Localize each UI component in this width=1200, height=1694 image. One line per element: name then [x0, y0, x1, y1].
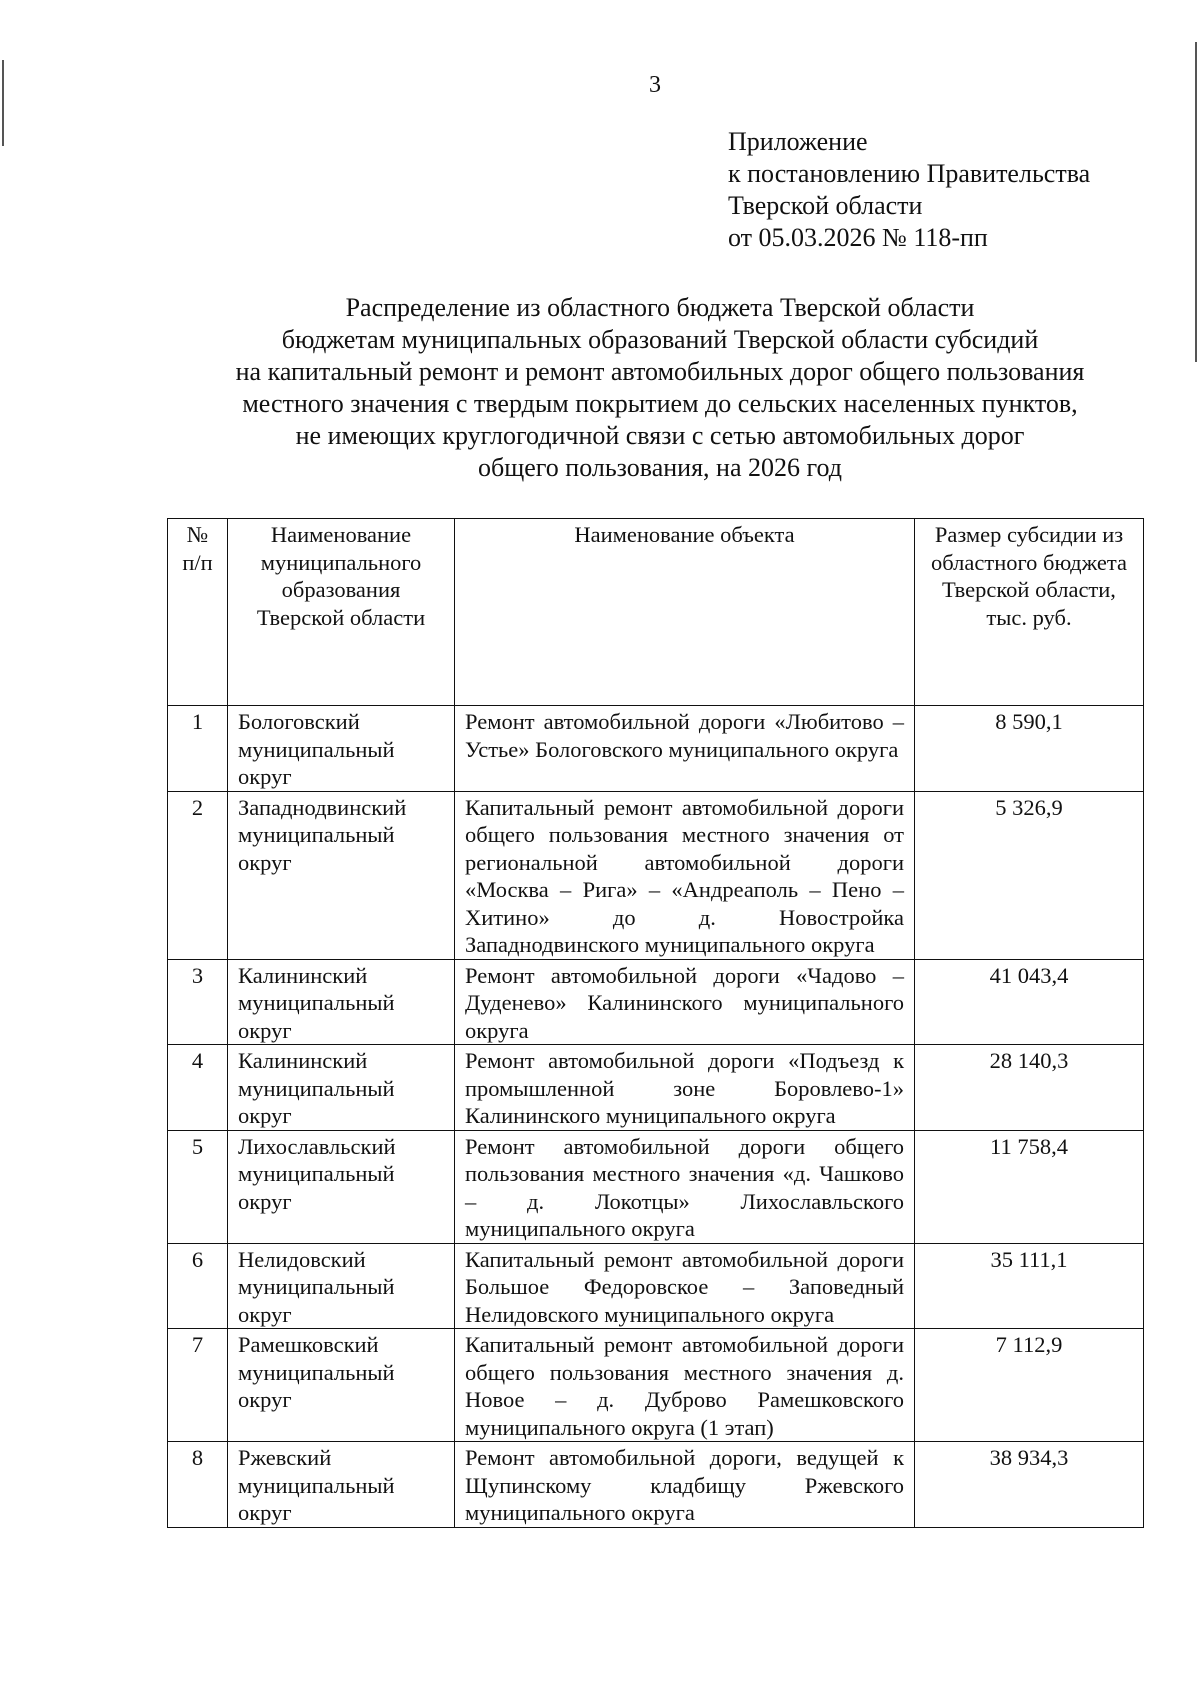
row-subsidy: 28 140,3 [915, 1045, 1144, 1131]
row-number: 6 [168, 1243, 228, 1329]
table-row [168, 791, 1144, 959]
row-object: Ремонт автомобильной дороги «Чадово – Дуденево» Калининского муниципального округа [455, 959, 915, 1045]
header-municipality: Наименование муниципального образования Тверской области [228, 519, 455, 706]
table-row [168, 1329, 1144, 1442]
row-object: Капитальный ремонт автомобильной дороги Большое Федоровское – Заповедный Нелидовского муниципального округа [455, 1243, 915, 1329]
row-municipality: Калининский муниципальный округ [228, 959, 455, 1045]
row-object: Капитальный ремонт автомобильной дороги общего пользования местного значения д. Новое – д. Дуброво Рамешковского муниципального округа (1 этап) [455, 1329, 915, 1442]
row-subsidy: 11 758,4 [915, 1130, 1144, 1243]
row-subsidy: 41 043,4 [915, 959, 1144, 1045]
appendix-header [728, 126, 1090, 254]
row-subsidy: 8 590,1 [915, 706, 1144, 792]
title-line: местного значения с твердым покрытием до сельских населенных пунктов, [242, 389, 1078, 418]
row-number: 2 [168, 791, 228, 959]
table-row [168, 1442, 1144, 1528]
header-subsidy: Размер субсидии из областного бюджета Тверской области, тыс. руб. [915, 519, 1144, 706]
table-row [168, 959, 1144, 1045]
page-number: 3 [649, 72, 661, 98]
row-number: 5 [168, 1130, 228, 1243]
row-object: Ремонт автомобильной дороги «Любитово – Устье» Бологовского муниципального округа [455, 706, 915, 792]
appendix-line: Тверской области [728, 191, 923, 220]
table-row [168, 706, 1144, 792]
row-municipality: Ржевский муниципальный округ [228, 1442, 455, 1528]
title-line: не имеющих круглогодичной связи с сетью автомобильных дорог [295, 421, 1025, 450]
row-subsidy: 5 326,9 [915, 791, 1144, 959]
row-number: 4 [168, 1045, 228, 1131]
table-row [168, 1243, 1144, 1329]
row-municipality: Бологовский муниципальный округ [228, 706, 455, 792]
table-header-row [168, 519, 1144, 706]
title-line: на капитальный ремонт и ремонт автомобильных дорог общего пользования [235, 357, 1085, 386]
subsidy-distribution-table [167, 518, 1144, 1528]
row-municipality: Нелидовский муниципальный округ [228, 1243, 455, 1329]
row-subsidy: 35 111,1 [915, 1243, 1144, 1329]
row-municipality: Лихославльский муниципальный округ [228, 1130, 455, 1243]
appendix-line: Приложение [728, 127, 868, 156]
row-number: 8 [168, 1442, 228, 1528]
appendix-date-number: от 05.03.2026 № 118-пп [728, 223, 988, 252]
row-object: Ремонт автомобильной дороги общего пользования местного значения «д. Чашково – д. Локотцы» Лихославльского муниципального округа [455, 1130, 915, 1243]
table-row [168, 1045, 1144, 1131]
row-object: Ремонт автомобильной дороги «Подъезд к промышленной зоне Боровлево-1» Калининского муниципального округа [455, 1045, 915, 1131]
row-object: Ремонт автомобильной дороги, ведущей к Щупинскому кладбищу Ржевского муниципального округа [455, 1442, 915, 1528]
title-line: Распределение из областного бюджета Тверской области [345, 293, 975, 322]
header-object: Наименование объекта [455, 519, 915, 706]
appendix-line: к постановлению Правительства [728, 159, 1091, 188]
row-subsidy: 7 112,9 [915, 1329, 1144, 1442]
title-line: общего пользования, на 2026 год [477, 453, 843, 482]
document-title [160, 292, 1160, 484]
title-line: бюджетам муниципальных образований Тверской области субсидий [281, 325, 1039, 354]
row-number: 7 [168, 1329, 228, 1442]
row-municipality: Западнодвинский муниципальный округ [228, 791, 455, 959]
header-number: № п/п [168, 519, 228, 706]
row-number: 3 [168, 959, 228, 1045]
row-subsidy: 38 934,3 [915, 1442, 1144, 1528]
row-municipality: Калининский муниципальный округ [228, 1045, 455, 1131]
row-municipality: Рамешковский муниципальный округ [228, 1329, 455, 1442]
row-number: 1 [168, 706, 228, 792]
table-row [168, 1130, 1144, 1243]
row-object: Капитальный ремонт автомобильной дороги общего пользования местного значения от региональной автомобильной дороги «Москва – Рига» – «Андреаполь – Пено – Хитино» до д. Новостройка Западнодвинского муниципального округа [455, 791, 915, 959]
